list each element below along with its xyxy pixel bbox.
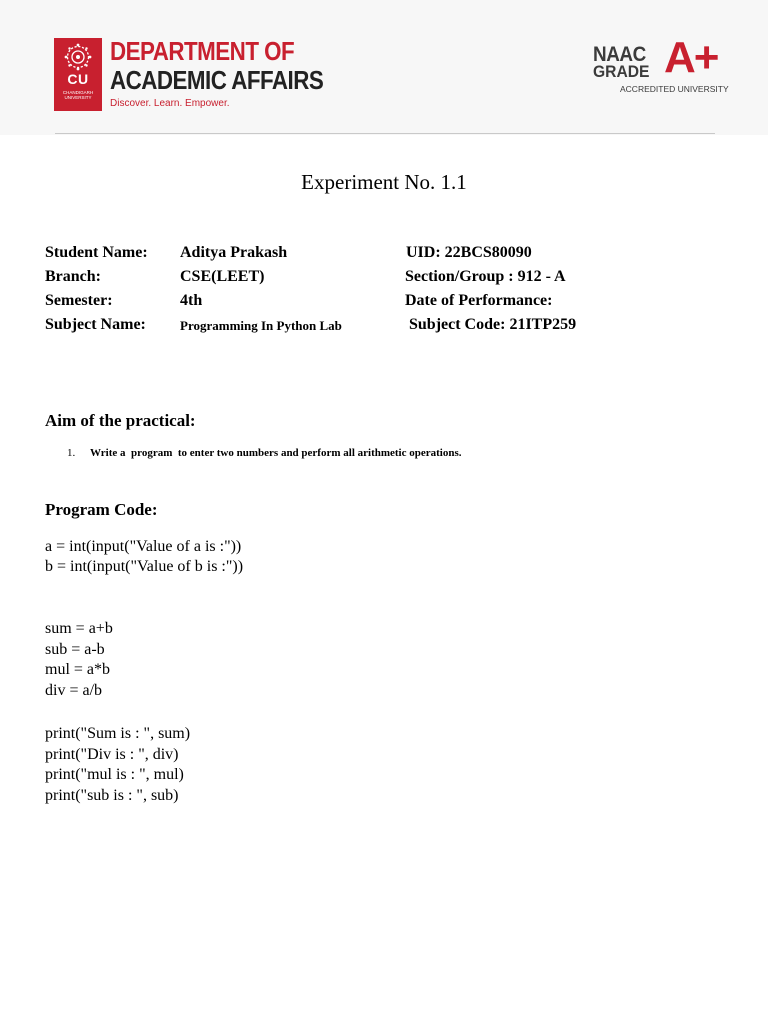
naac-text: NAAC: [593, 43, 646, 66]
cog-emblem-icon: [62, 43, 94, 71]
code-line: print("Sum is : ", sum): [45, 725, 191, 742]
code-line: a = int(input("Value of a is :")): [45, 538, 242, 555]
semester-label: Semester:: [45, 292, 113, 309]
logo-badge-text: CU: [67, 71, 89, 87]
subject-name-value: Programming In Python Lab: [180, 318, 342, 333]
accreditation-text: ACCREDITED UNIVERSITY: [620, 84, 729, 94]
aim-item-number: 1.: [67, 447, 76, 459]
code-line: b = int(input("Value of b is :")): [45, 558, 244, 575]
aim-item-text: Write a program to enter two numbers and perform all arithmetic operations.: [90, 447, 462, 459]
grade-text: GRADE: [593, 62, 650, 81]
code-line: sub = a-b: [45, 641, 105, 658]
student-name-label: Student Name:: [45, 244, 148, 261]
program-code-heading: Program Code:: [45, 500, 158, 519]
code-line: mul = a*b: [45, 661, 111, 678]
code-line: sum = a+b: [45, 620, 113, 637]
logo-university-text: CHANDIGARH UNIVERSITY: [62, 90, 94, 100]
department-title-line2: ACADEMIC AFFAIRS: [110, 65, 324, 95]
experiment-title: Experiment No. 1.1: [301, 170, 467, 194]
semester-value: 4th: [180, 292, 203, 309]
subject-name-label: Subject Name:: [45, 316, 146, 333]
aim-heading: Aim of the practical:: [45, 411, 196, 430]
department-title-line1: DEPARTMENT OF: [110, 36, 295, 66]
branch-label: Branch:: [45, 268, 101, 285]
uid-field: UID: 22BCS80090: [406, 244, 532, 261]
subject-code-field: Subject Code: 21ITP259: [409, 316, 577, 333]
grade-value: A+: [664, 33, 718, 82]
code-line: print("Div is : ", div): [45, 746, 179, 763]
code-line: print("mul is : ", mul): [45, 766, 184, 783]
tagline: Discover. Learn. Empower.: [110, 98, 230, 109]
student-name-value: Aditya Prakash: [180, 244, 288, 261]
section-group-field: Section/Group : 912 - A: [405, 268, 566, 285]
document-header: [0, 0, 768, 135]
code-line: print("sub is : ", sub): [45, 787, 179, 804]
code-line: div = a/b: [45, 682, 103, 699]
branch-value: CSE(LEET): [180, 268, 265, 285]
header-divider: [55, 133, 715, 134]
date-of-performance-field: Date of Performance:: [405, 292, 553, 309]
university-logo: [54, 38, 102, 111]
